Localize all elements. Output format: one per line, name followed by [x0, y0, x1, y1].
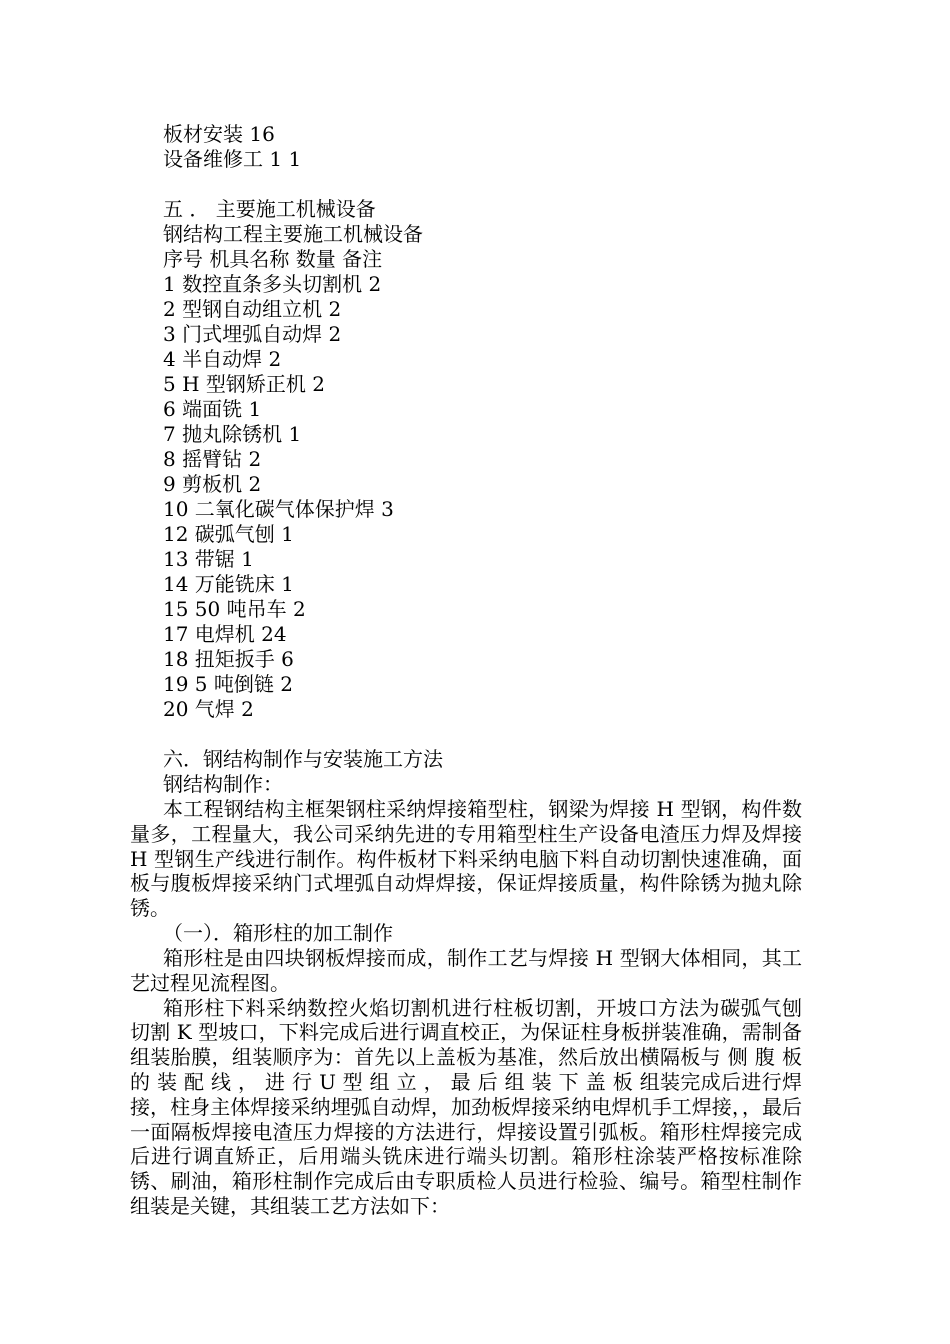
intro-line-2: 设备维修工 1 1: [163, 147, 302, 171]
equipment-row: 8 摇臂钻 2: [163, 447, 262, 471]
equipment-row: 20 气焊 2: [163, 697, 254, 721]
equipment-row: 1 数控直条多头切割机 2: [163, 272, 382, 296]
section6-subheading: 钢结构制作：: [163, 772, 283, 796]
section5-heading: 五 ． 主要施工机械设备: [163, 197, 376, 221]
equipment-table-header: 序号 机具名称 数量 备注: [163, 247, 383, 271]
equipment-row: 9 剪板机 2: [163, 472, 262, 496]
equipment-row: 19 5 吨倒链 2: [163, 672, 293, 696]
section6-heading: 六．钢结构制作与安装施工方法: [163, 747, 443, 771]
equipment-row: 4 半自动焊 2: [163, 347, 282, 371]
spacer: [163, 172, 843, 197]
equipment-list: [163, 272, 843, 722]
equipment-row: 13 带锯 1: [163, 547, 254, 571]
equipment-row: 14 万能铣床 1: [163, 572, 294, 596]
paragraph-box-column-intro: 箱形柱是由四块钢板焊接而成，制作工艺与焊接 H 型钢大体相同，其工艺过程见流程图。: [130, 945, 802, 995]
paragraph-steel-fabrication: 本工程钢结构主框架钢柱采纳焊接箱型柱，钢梁为焊接 H 型钢，构件数量多，工程量大，我公司采纳先进的专用箱型柱生产设备电渣压力焊及焊接 H 型钢生产线进行制作。构件板材下料采纳电脑下料自动切割快速准确，面板与腹板焊接采纳门式埋弧自动焊焊接，保证焊接质量，构件除锈为抛丸除锈。: [130, 797, 802, 921]
equipment-row: 2 型钢自动组立机 2: [163, 297, 342, 321]
equipment-table-title: 钢结构工程主要施工机械设备: [163, 222, 423, 246]
paragraph-box-column-process: 箱形柱下料采纳数控火焰切割机进行柱板切割，开坡口方法为碳弧气刨切割 K 型坡口，下料完成后进行调直校正，为保证柱身板拼装准确，需制备组装胎膜，组装顺序为：首先以上盖板为基准，然后放出横隔板与 侧 腹 板 的 装 配 线 ， 进 行 U 型 组 立 ， 最 后 组 装 下 盖 板 组装完成后进行焊接，柱身主体焊接采纳埋弧自动焊，加劲板焊接采纳电焊机手工焊接，，最后一面隔板焊接电渣压力焊接的方法进行，焊接设置引弧板。箱形柱焊接完成后进行调直矫正，后用端头铣床进行端头切割。箱形柱涂装严格按标准除锈、刷油，箱形柱制作完成后由专职质检人员进行检验、编号。箱型柱制作组装是关键，其组装工艺方法如下：: [130, 995, 802, 1218]
equipment-row: 18 扭矩扳手 6: [163, 647, 294, 671]
equipment-row: 5 H 型钢矫正机 2: [163, 372, 325, 396]
equipment-row: 7 抛丸除锈机 1: [163, 422, 302, 446]
intro-line-1: 板材安装 16: [163, 122, 275, 146]
box-column-heading: （一）．箱形柱的加工制作: [163, 920, 393, 945]
equipment-row: 3 门式埋弧自动焊 2: [163, 322, 342, 346]
equipment-row: 12 碳弧气刨 1: [163, 522, 294, 546]
equipment-row: 17 电焊机 24: [163, 622, 287, 646]
equipment-row: 6 端面铣 1: [163, 397, 262, 421]
equipment-row: 10 二氧化碳气体保护焊 3: [163, 497, 394, 521]
document-page: [130, 122, 843, 1219]
equipment-row: 15 50 吨吊车 2: [163, 597, 306, 621]
spacer: [163, 722, 843, 747]
